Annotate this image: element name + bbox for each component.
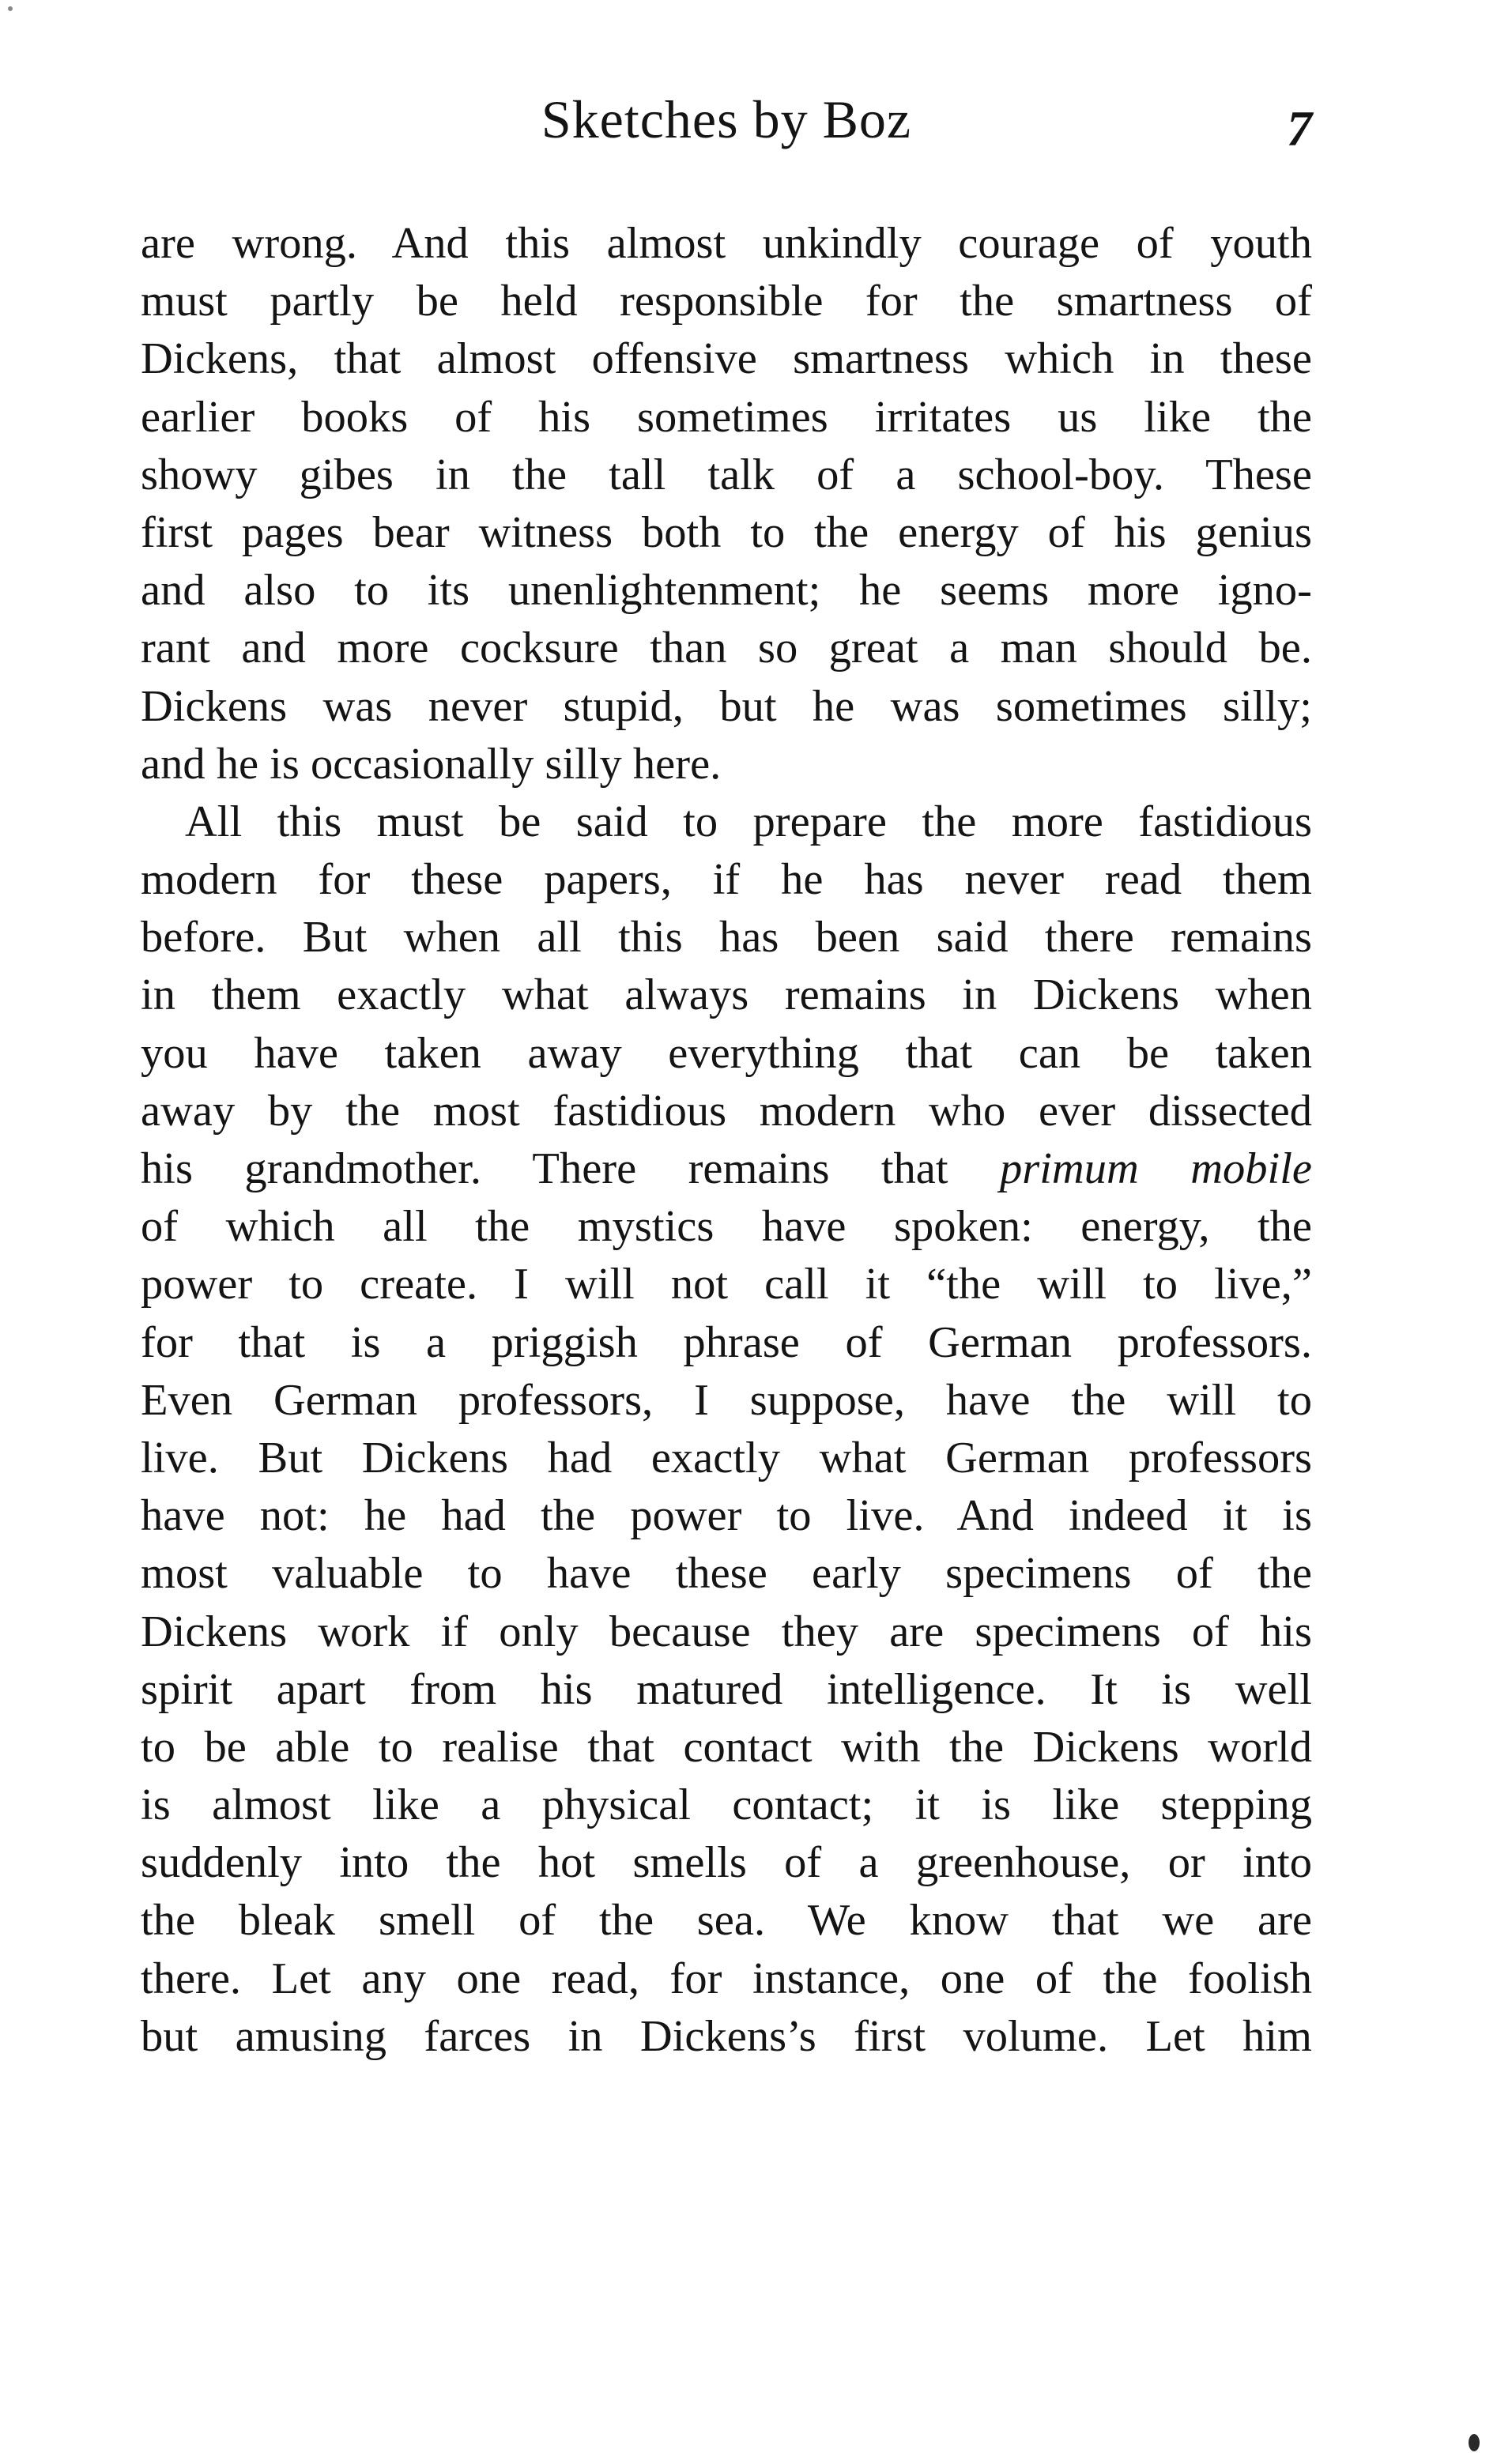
text-line: in them exactly what always remains in Dickens when xyxy=(141,970,1312,1020)
scan-speck xyxy=(8,6,13,11)
text-line: the bleak smell of the sea. We know that we are xyxy=(141,1896,1312,1946)
running-title: Sketches by Boz xyxy=(541,89,912,149)
text-line: Dickens, that almost offensive smartness which in these xyxy=(141,334,1312,384)
text-line: suddenly into the hot smells of a greenhouse, or into xyxy=(141,1838,1312,1888)
text-line: is almost like a physical contact; it is like stepping xyxy=(141,1780,1312,1830)
italic-phrase: primum mobile xyxy=(1000,1144,1312,1193)
text-line: Dickens work if only because they are specimens of his xyxy=(141,1607,1312,1656)
scan-speck xyxy=(1469,2434,1480,2451)
text-line: Even German professors, I suppose, have the will to xyxy=(141,1375,1312,1425)
text-line: All this must be said to prepare the more fastidious xyxy=(185,797,1312,846)
text-line: you have taken away everything that can be taken xyxy=(141,1028,1312,1078)
text-line: rant and more cocksure than so great a man should be. xyxy=(141,624,1312,673)
text-line: to be able to realise that contact with the Dickens world xyxy=(141,1722,1312,1772)
text-line: Dickens was never stupid, but he was sometimes silly; xyxy=(141,681,1312,731)
text-line: must partly be held responsible for the smartness of xyxy=(141,277,1312,326)
line-text: his grandmother. There remains that xyxy=(141,1144,1000,1193)
running-head xyxy=(141,89,1312,168)
text-line: there. Let any one read, for instance, one of the foolish xyxy=(141,1953,1312,2003)
text-line: showy gibes in the tall talk of a school-boy. These xyxy=(141,450,1312,499)
page-number: 7 xyxy=(1287,100,1312,156)
text-line: and also to its unenlightenment; he seems more igno- xyxy=(141,566,1312,616)
text-line: of which all the mystics have spoken: energy, the xyxy=(141,1202,1312,1252)
text-line: most valuable to have these early specimens of the xyxy=(141,1549,1312,1599)
text-line: away by the most fastidious modern who ever dissected xyxy=(141,1086,1312,1136)
text-line-with-italic xyxy=(141,1140,1312,1198)
text-line: power to create. I will not call it “the will to live,” xyxy=(141,1260,1312,1309)
text-line: for that is a priggish phrase of German professors. xyxy=(141,1317,1312,1367)
text-line: and he is occasionally silly here. xyxy=(141,739,722,789)
text-line: modern for these papers, if he has never read them xyxy=(141,855,1312,905)
text-line: spirit apart from his matured intelligence. It is well xyxy=(141,1664,1312,1714)
text-line: before. But when all this has been said there remains xyxy=(141,913,1312,963)
text-line: but amusing farces in Dickens’s first volume. Let him xyxy=(141,2011,1312,2061)
text-line: first pages bear witness both to the energy of his genius xyxy=(141,507,1312,557)
text-line: have not: he had the power to live. And indeed it is xyxy=(141,1491,1312,1541)
text-line: are wrong. And this almost unkindly courage of youth xyxy=(141,219,1312,268)
text-line: earlier books of his sometimes irritates us like the xyxy=(141,392,1312,442)
text-line: live. But Dickens had exactly what German professors xyxy=(141,1433,1312,1483)
body-text xyxy=(141,215,1312,2066)
